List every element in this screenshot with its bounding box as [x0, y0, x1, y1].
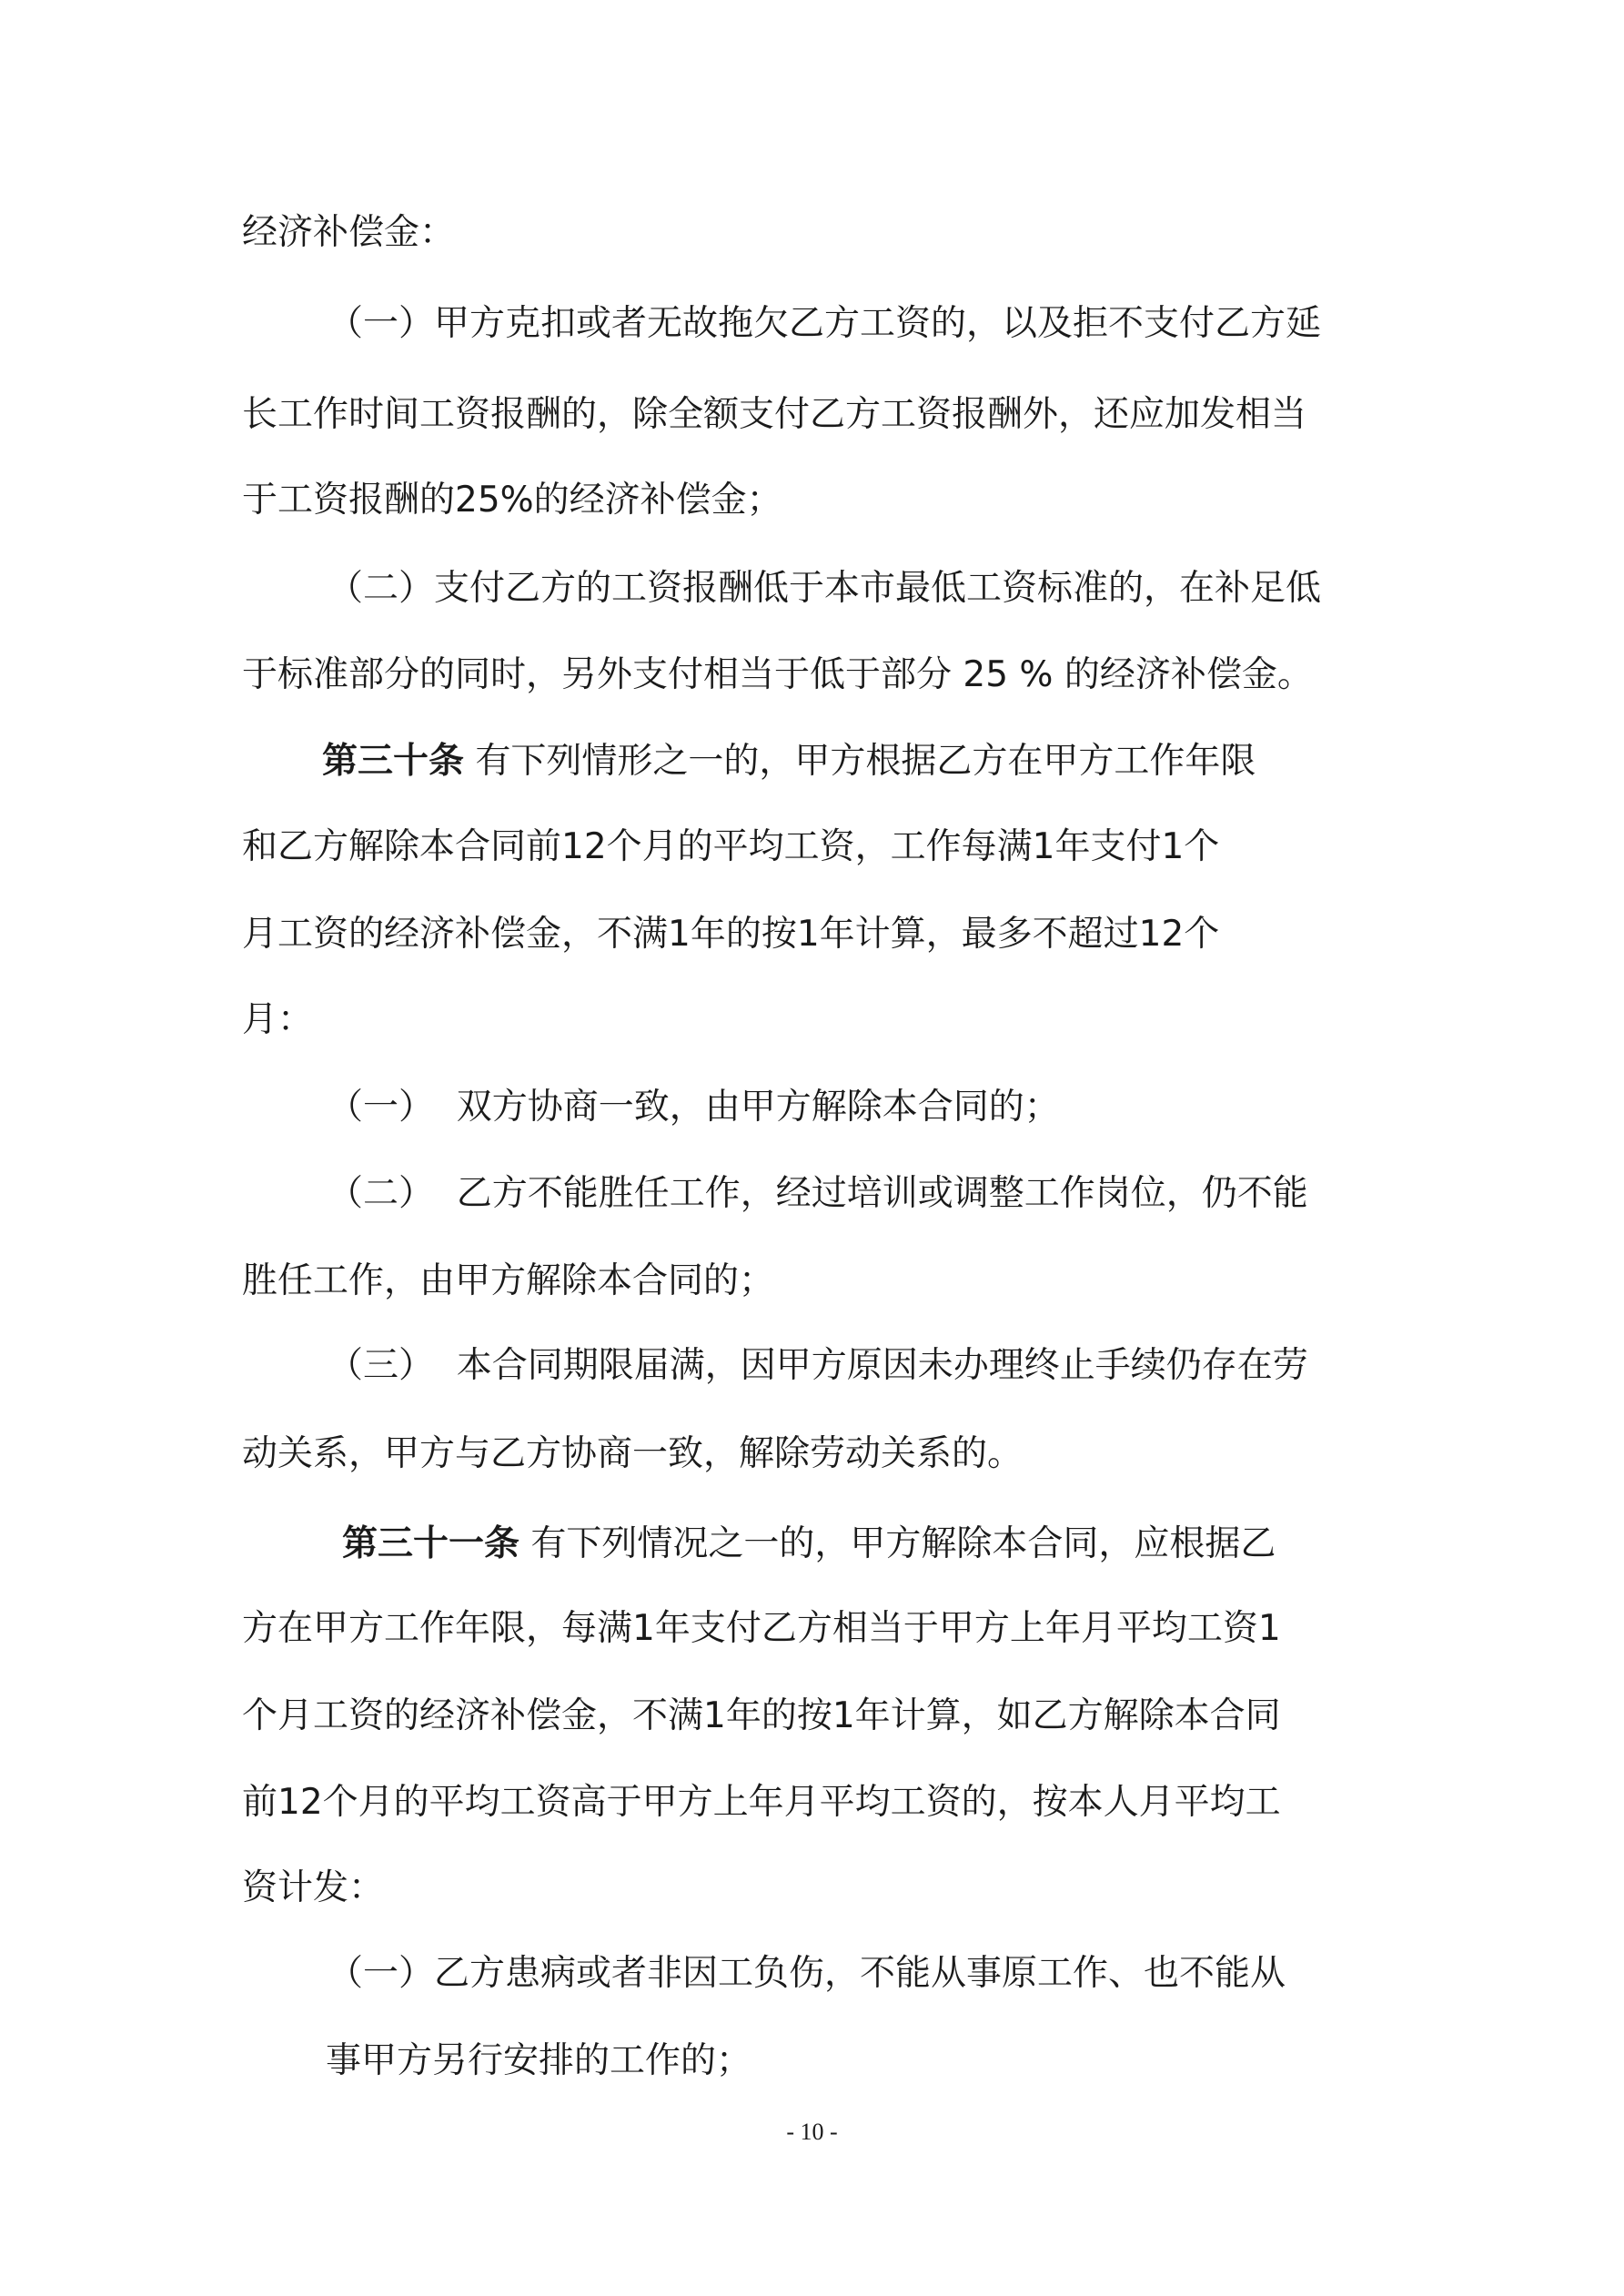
text-line: （一）乙方患病或者非因工负伤，不能从事原工作、也不能从 [328, 1953, 1286, 1994]
text-line: 于工资报酬的25%的经济补偿金； [242, 480, 782, 521]
text-line: （二） 乙方不能胜任工作，经过培训或调整工作岗位，仍不能 [328, 1173, 1308, 1214]
text-line: （一）甲方克扣或者无故拖欠乙方工资的，以及拒不支付乙方延 [328, 303, 1322, 344]
text-run: 有下列情形之一的，甲方根据乙方在甲方工作年限 [464, 741, 1256, 782]
text-run: 有下列情况之一的，甲方解除本合同，应根据乙 [519, 1523, 1276, 1564]
text-line: 于标准部分的同时，另外支付相当于低于部分 25 % 的经济补偿金。 [242, 654, 1313, 695]
text-line: 个月工资的经济补偿金，不满1年的按1年计算，如乙方解除本合同 [242, 1695, 1281, 1736]
text-line: 月： [242, 999, 314, 1040]
article-31-line [342, 1523, 1276, 1564]
text-line: 资计发： [242, 1867, 385, 1908]
text-line: 胜任工作，由甲方解除本合同的； [242, 1260, 775, 1301]
page-number: - 10 - [786, 2119, 838, 2145]
text-line: 经济补偿金： [242, 212, 456, 253]
article-heading: 第三十条 [322, 741, 465, 782]
text-line: （二）支付乙方的工资报酬低于本市最低工资标准的，在补足低 [328, 568, 1322, 609]
text-line: 月工资的经济补偿金，不满1年的按1年计算，最多不超过12个 [242, 914, 1220, 955]
text-line: 前12个月的平均工资高于甲方上年月平均工资的，按本人月平均工 [242, 1782, 1281, 1823]
text-line: （一） 双方协商一致，由甲方解除本合同的； [328, 1087, 1060, 1128]
article-30-line [322, 741, 1256, 782]
article-heading: 第三十一条 [342, 1523, 520, 1564]
text-line: 事甲方另行安排的工作的； [326, 2040, 752, 2081]
text-line: 和乙方解除本合同前12个月的平均工资，工作每满1年支付1个 [242, 826, 1220, 867]
text-line: 动关系，甲方与乙方协商一致，解除劳动关系的。 [242, 1433, 1024, 1474]
text-line: 方在甲方工作年限，每满1年支付乙方相当于甲方上年月平均工资1 [242, 1608, 1281, 1649]
text-line: 长工作时间工资报酬的，除全额支付乙方工资报酬外，还应加发相当 [242, 394, 1307, 435]
text-line: （三） 本合同期限届满，因甲方原因未办理终止手续仍存在劳 [328, 1345, 1308, 1386]
